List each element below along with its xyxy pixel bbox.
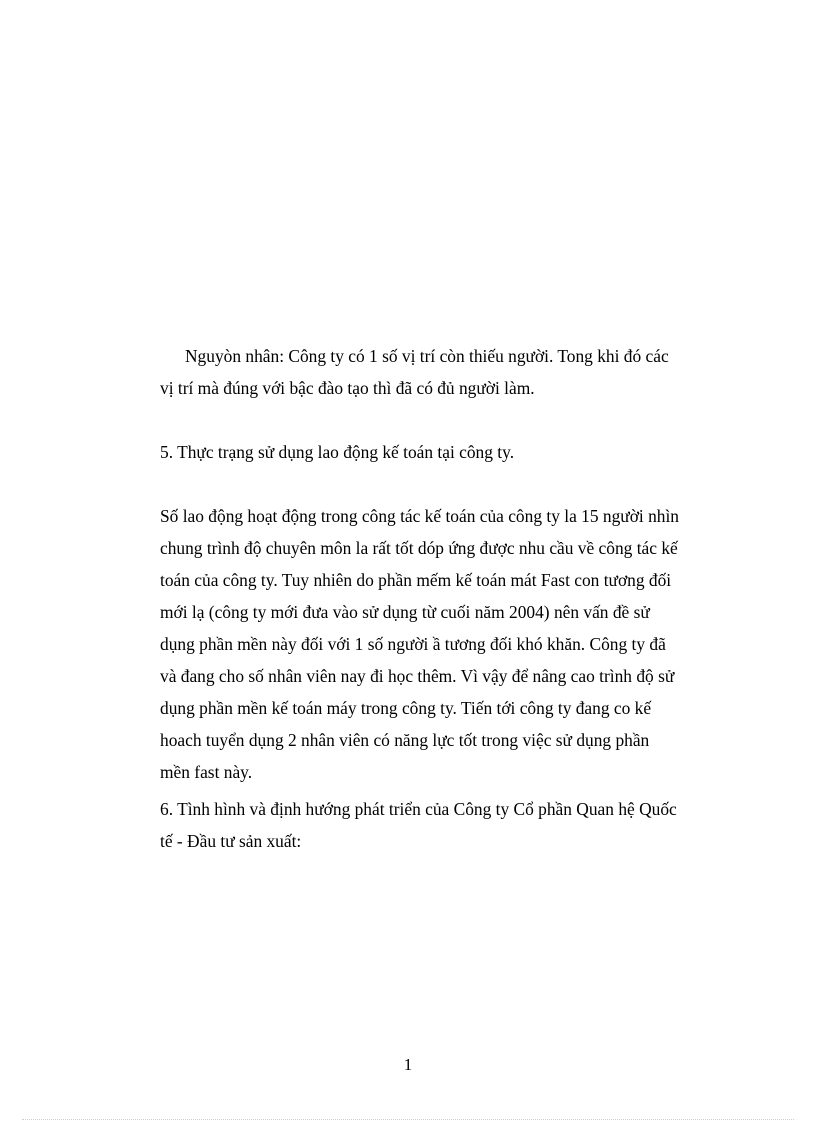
heading-line: 6. Tình hình và định hướng phát triển của Công ty Cổ phần Quan hệ Quốc xyxy=(160,799,677,819)
paragraph-line: Số lao động hoạt động trong công tác kế toán của công ty la 15 người nhìn xyxy=(160,506,679,526)
paragraph-line: dụng phần mền này đối với 1 số người ầ tương đối khó khăn. Công ty đã xyxy=(160,634,666,654)
paragraph-line: và đang cho số nhân viên nay đi học thêm. Vì vậy để nâng cao trình độ sử xyxy=(160,666,675,686)
heading-line: tế - Đầu tư sản xuất: xyxy=(160,831,302,851)
page-number: 1 xyxy=(403,1055,413,1074)
section-5-paragraph xyxy=(160,500,740,788)
heading-line: 5. Thực trạng sử dụng lao động kế toán tại công ty. xyxy=(160,442,515,462)
cause-paragraph xyxy=(160,340,740,404)
paragraph-line: chung trình độ chuyên môn la rất tốt dóp ứng được nhu cầu về công tác kế xyxy=(160,538,678,558)
paragraph-line: dụng phần mền kế toán máy trong công ty. Tiến tới công ty đang co kế xyxy=(160,698,652,718)
paragraph-line: Nguyòn nhân: Công ty có 1 số vị trí còn thiếu người. Tong khi đó các xyxy=(185,346,669,366)
paragraph-line: toán của công ty. Tuy nhiên do phần mếm kế toán mát Fast con tương đối xyxy=(160,570,672,590)
paragraph-line: mền fast này. xyxy=(160,762,253,782)
paragraph-line: hoach tuyển dụng 2 nhân viên có năng lực tốt trong việc sử dụng phần xyxy=(160,730,650,750)
page-bottom-divider xyxy=(22,1119,794,1120)
paragraph-line: vị trí mà đúng với bậc đào tạo thì đã có đủ người làm. xyxy=(160,378,535,398)
section-6-heading xyxy=(160,793,740,857)
paragraph-line: mới lạ (công ty mới đưa vào sử dụng từ cuối năm 2004) nên vấn đề sử xyxy=(160,602,650,622)
section-5-heading xyxy=(160,436,740,468)
